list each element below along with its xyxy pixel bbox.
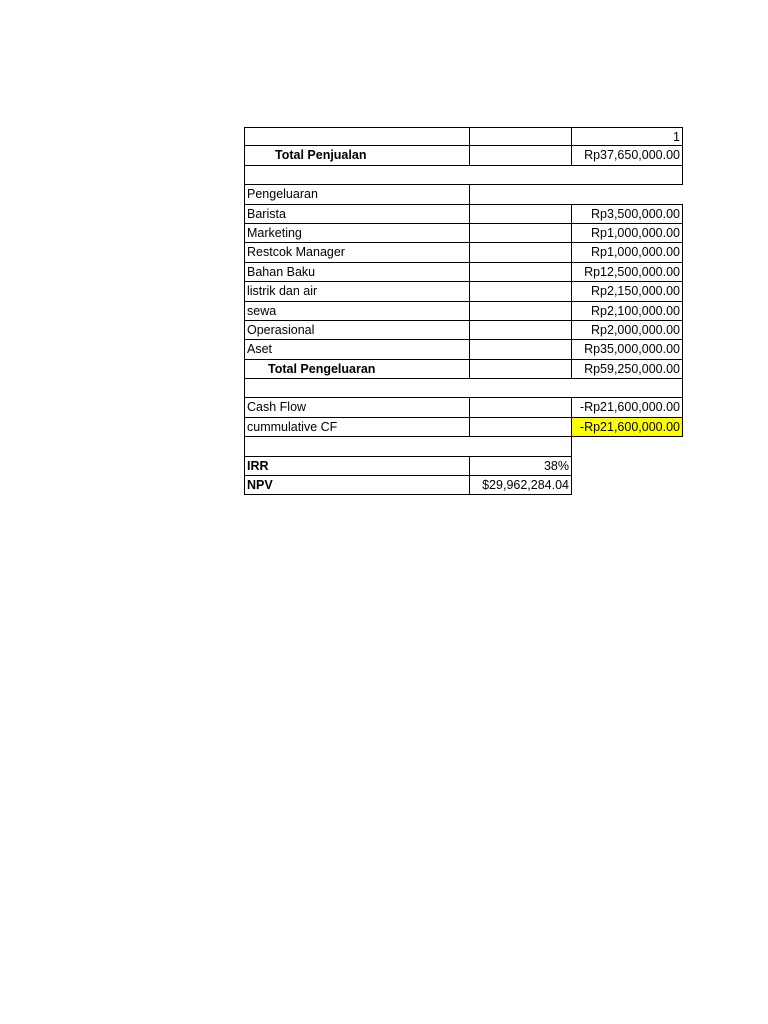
cash-flow-mid-cell [469, 397, 572, 417]
cash-flow-row [244, 398, 684, 417]
expense-mid-cell [469, 281, 572, 301]
expense-label: Operasional [244, 320, 470, 340]
cash-flow-table [244, 127, 684, 495]
expense-row [244, 302, 684, 321]
cumulative-cf-label: cummulative CF [244, 417, 470, 437]
total-sales-value: Rp37,650,000.00 [571, 145, 683, 165]
total-expenses-row [244, 360, 684, 379]
spacer-cell-1 [244, 165, 683, 185]
npv-label: NPV [244, 475, 470, 495]
expense-value: Rp1,000,000.00 [571, 242, 683, 262]
expense-label: Restcok Manager [244, 242, 470, 262]
cumulative-cf-row [244, 418, 684, 437]
expense-row [244, 321, 684, 340]
irr-row [244, 457, 684, 476]
spacer-cell-2 [244, 378, 683, 398]
spacer-row-2 [244, 379, 684, 398]
npv-value: $29,962,284.04 [469, 475, 572, 495]
total-sales-label: Total Penjualan [244, 145, 470, 165]
expense-row [244, 282, 684, 301]
header-row [244, 127, 684, 146]
spacer-cell-3 [244, 436, 572, 456]
expense-value: Rp1,000,000.00 [571, 223, 683, 243]
expense-mid-cell [469, 301, 572, 321]
expense-mid-cell [469, 339, 572, 359]
expense-row [244, 243, 684, 262]
expenses-heading-row [244, 185, 684, 204]
spacer-row-1 [244, 166, 684, 185]
total-sales-row [244, 146, 684, 165]
expense-label: Barista [244, 204, 470, 224]
spacer-row-3 [244, 437, 684, 456]
expense-row [244, 224, 684, 243]
expense-value: Rp2,000,000.00 [571, 320, 683, 340]
expense-label: listrik dan air [244, 281, 470, 301]
expense-value: Rp2,150,000.00 [571, 281, 683, 301]
expense-value: Rp3,500,000.00 [571, 204, 683, 224]
expense-label: sewa [244, 301, 470, 321]
cash-flow-label: Cash Flow [244, 397, 470, 417]
irr-label: IRR [244, 456, 470, 476]
expense-row [244, 263, 684, 282]
expense-row [244, 340, 684, 359]
expense-mid-cell [469, 320, 572, 340]
cumulative-cf-value: -Rp21,600,000.00 [571, 417, 683, 437]
expense-value: Rp35,000,000.00 [571, 339, 683, 359]
cumulative-cf-mid-cell [469, 417, 572, 437]
expenses-heading: Pengeluaran [244, 184, 470, 204]
header-mid-cell [469, 127, 572, 146]
expense-mid-cell [469, 262, 572, 282]
npv-row [244, 476, 684, 495]
total-sales-mid-cell [469, 145, 572, 165]
expense-mid-cell [469, 223, 572, 243]
period-number: 1 [571, 127, 683, 146]
total-expenses-value: Rp59,250,000.00 [571, 359, 683, 379]
expense-mid-cell [469, 204, 572, 224]
expense-row [244, 205, 684, 224]
expense-value: Rp12,500,000.00 [571, 262, 683, 282]
expense-mid-cell [469, 242, 572, 262]
expense-label: Bahan Baku [244, 262, 470, 282]
total-expenses-mid-cell [469, 359, 572, 379]
cash-flow-value: -Rp21,600,000.00 [571, 397, 683, 417]
expense-label: Marketing [244, 223, 470, 243]
expense-label: Aset [244, 339, 470, 359]
total-expenses-label: Total Pengeluaran [244, 359, 470, 379]
irr-value: 38% [469, 456, 572, 476]
header-label-cell [244, 127, 470, 146]
expense-value: Rp2,100,000.00 [571, 301, 683, 321]
